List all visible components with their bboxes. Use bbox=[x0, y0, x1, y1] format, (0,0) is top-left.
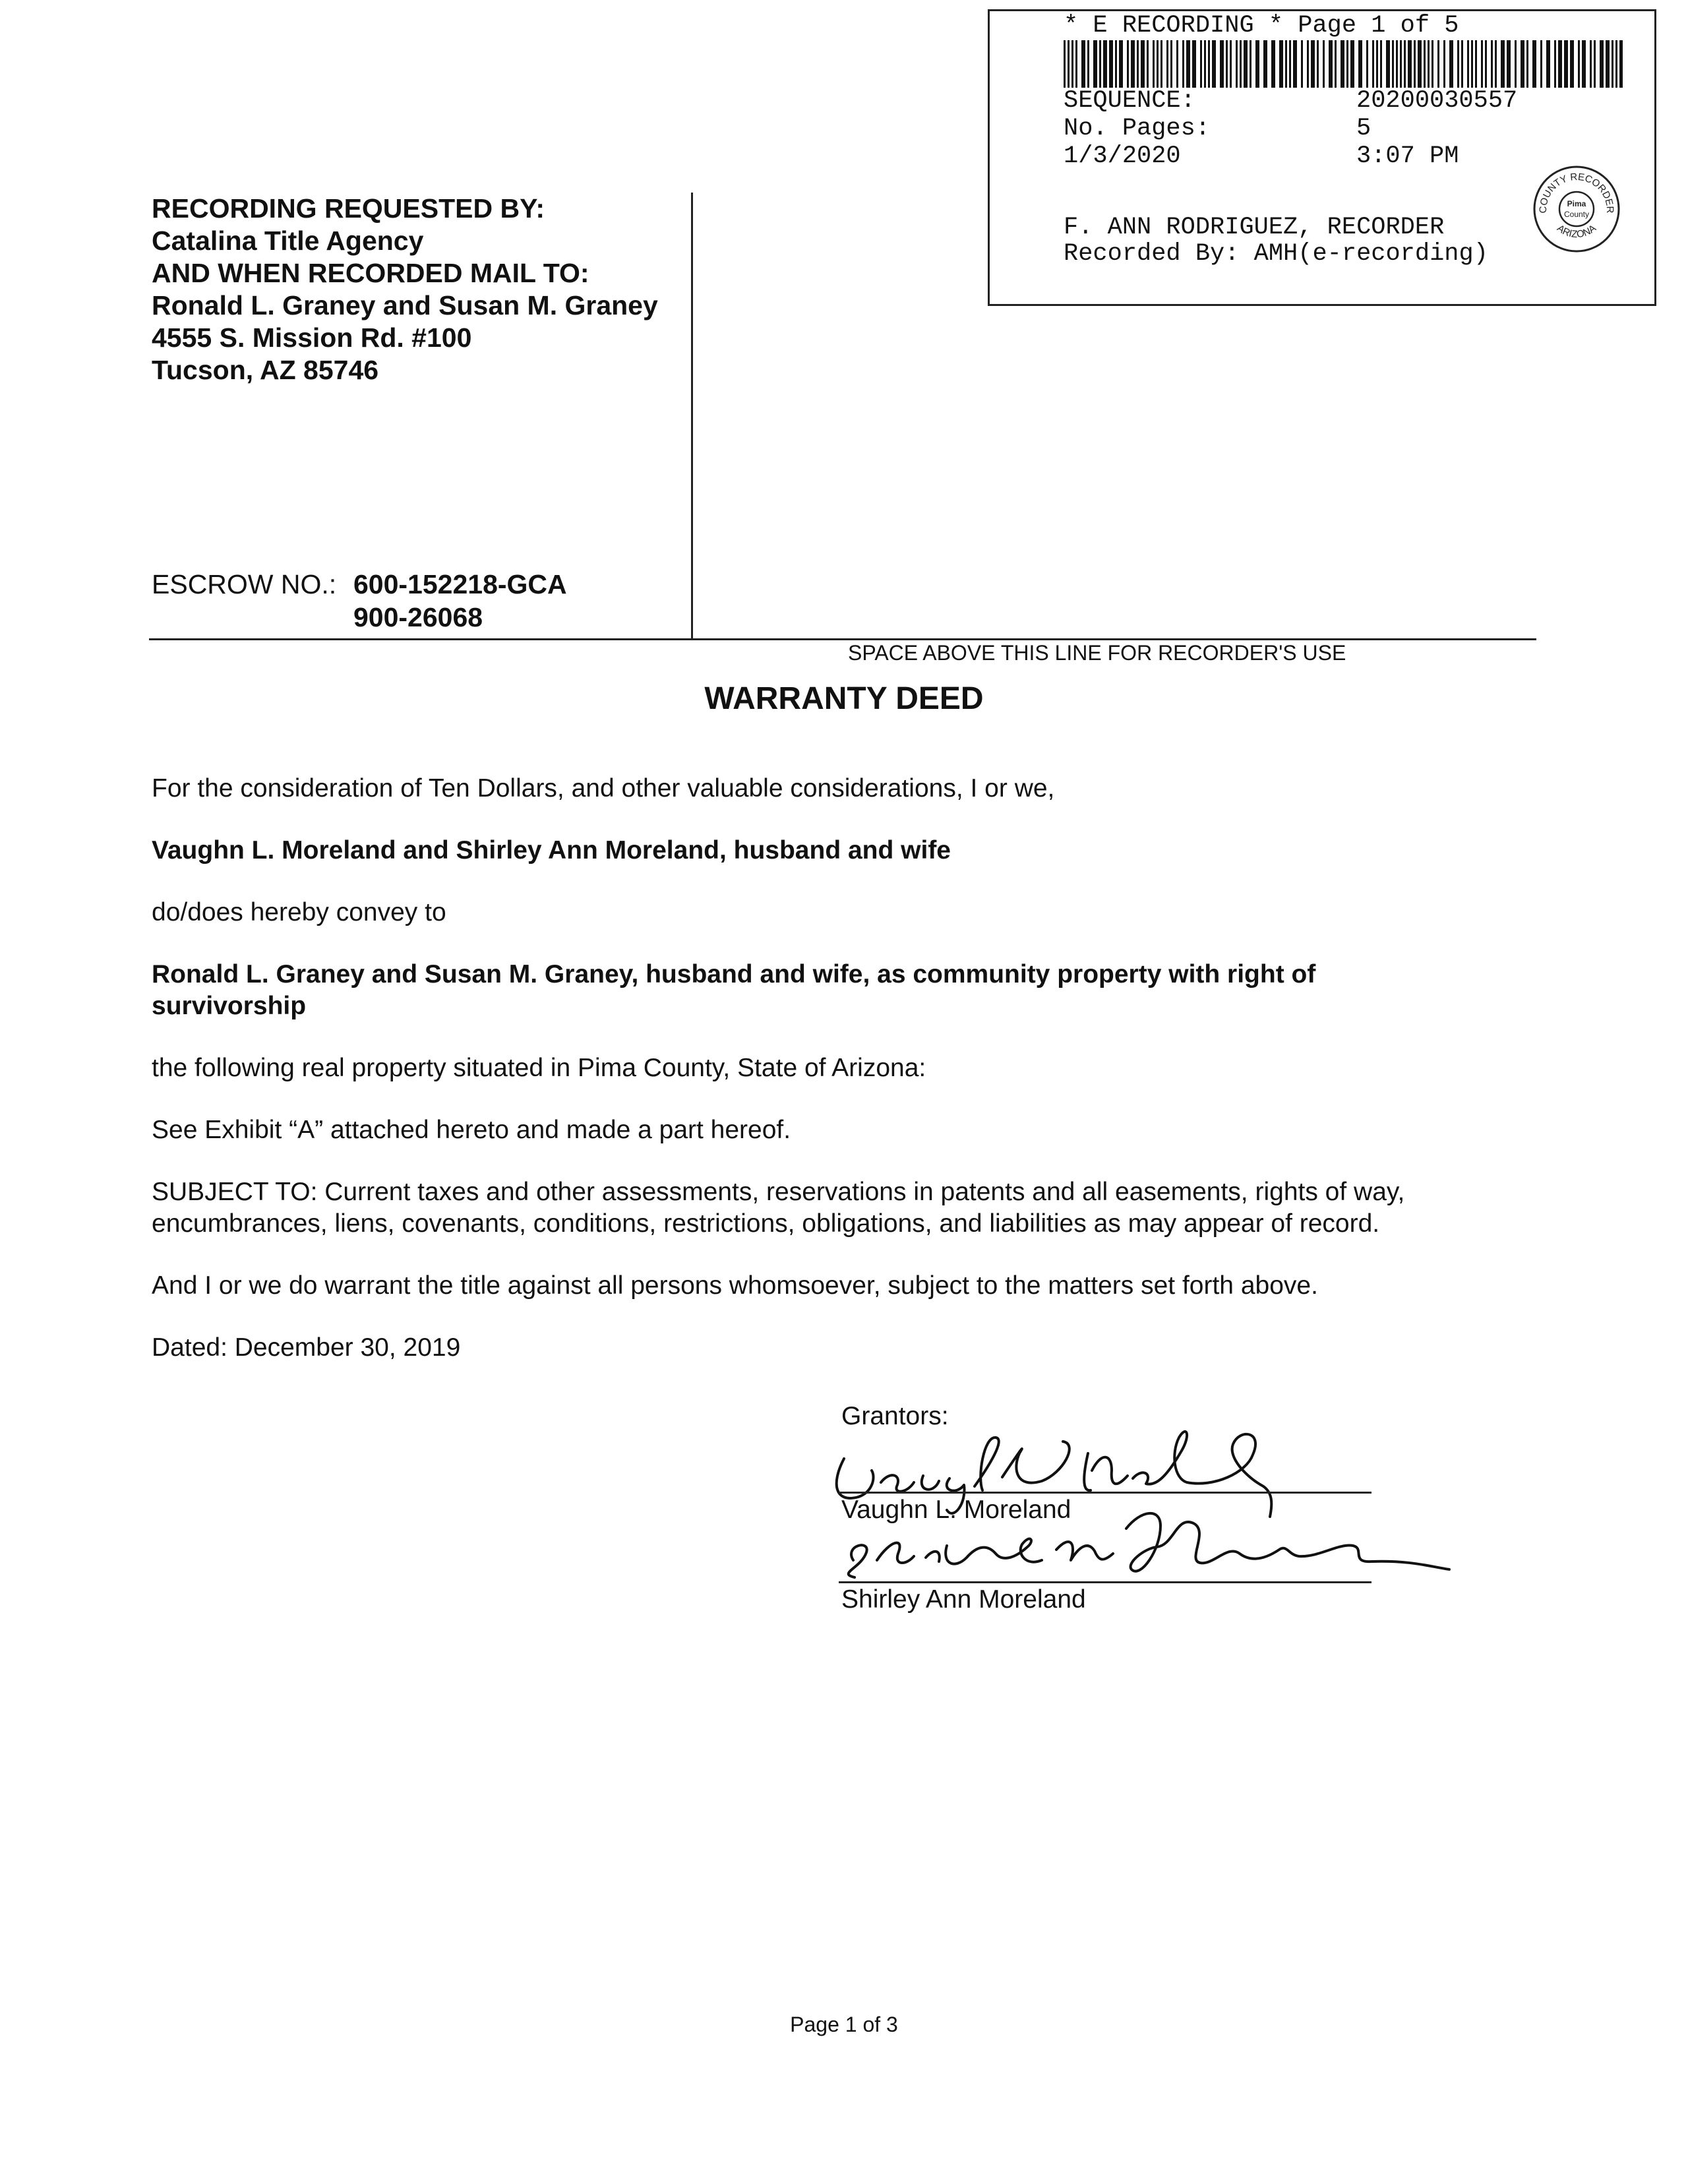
record-time: 3:07 PM bbox=[1356, 142, 1459, 170]
recorded-by: Recorded By: AMH(e-recording) bbox=[1064, 240, 1488, 268]
sequence-label: SEQUENCE: bbox=[1064, 87, 1195, 115]
request-line-5: 4555 S. Mission Rd. #100 bbox=[152, 322, 472, 353]
grantees-line-2: survivorship bbox=[152, 992, 307, 1020]
grantees-line-1: Ronald L. Graney and Susan M. Graney, husband and wife, as community property with right of bbox=[152, 960, 1316, 988]
sequence-value: 20200030557 bbox=[1356, 87, 1518, 115]
consideration-text: For the consideration of Ten Dollars, and other valuable considerations, I or we, bbox=[152, 774, 1055, 803]
request-line-2: Catalina Title Agency bbox=[152, 226, 424, 256]
pages-value: 5 bbox=[1356, 115, 1372, 142]
seal-center-text-1: Pima bbox=[1567, 199, 1586, 208]
seal-bottom-text: ARIZONA bbox=[1555, 222, 1598, 241]
warrant-text: And I or we do warrant the title against all persons whomsoever, subject to the matters set forth above. bbox=[152, 1271, 1318, 1300]
signer-1-name: Vaughn L. Moreland bbox=[841, 1496, 1071, 1524]
seal-ring-text: COUNTY RECORDER bbox=[1537, 171, 1616, 214]
recorder-stamp bbox=[988, 9, 1656, 306]
escrow-label: ESCROW NO.: bbox=[152, 569, 337, 599]
signer-2-name: Shirley Ann Moreland bbox=[841, 1585, 1086, 1614]
dated-text: Dated: December 30, 2019 bbox=[152, 1333, 461, 1362]
escrow-number-2: 900-26068 bbox=[353, 602, 483, 632]
request-line-3: AND WHEN RECORDED MAIL TO: bbox=[152, 258, 589, 288]
subject-to-line-2: encumbrances, liens, covenants, conditions, restrictions, obligations, and liabilities as may appear of record. bbox=[152, 1209, 1380, 1238]
seal-center-text-2: County bbox=[1563, 210, 1590, 219]
request-line-6: Tucson, AZ 85746 bbox=[152, 355, 379, 385]
pages-label: No. Pages: bbox=[1064, 115, 1211, 142]
stamp-header: * E RECORDING * Page 1 of 5 bbox=[1064, 12, 1459, 40]
subject-to-line-1: SUBJECT TO: Current taxes and other assessments, reservations in patents and all easements, rights of way, bbox=[152, 1178, 1405, 1206]
record-date: 1/3/2020 bbox=[1064, 142, 1181, 170]
signature-line-2 bbox=[839, 1581, 1372, 1583]
recorder-name: F. ANN RODRIGUEZ, RECORDER bbox=[1064, 214, 1445, 241]
exhibit-text: See Exhibit “A” attached hereto and made a part hereof. bbox=[152, 1116, 791, 1144]
grantors-label: Grantors: bbox=[841, 1402, 949, 1430]
escrow-number-1: 600-152218-GCA bbox=[353, 569, 567, 599]
convey-text: do/does hereby convey to bbox=[152, 898, 446, 926]
property-text: the following real property situated in Pima County, State of Arizona: bbox=[152, 1054, 926, 1082]
grantors-names: Vaughn L. Moreland and Shirley Ann Moreland, husband and wife bbox=[152, 836, 951, 864]
county-seal-icon bbox=[1532, 163, 1621, 255]
recorder-space-note: SPACE ABOVE THIS LINE FOR RECORDER'S USE bbox=[848, 641, 1346, 665]
recorder-space-line bbox=[149, 638, 1536, 640]
page-number: Page 1 of 3 bbox=[790, 2013, 898, 2036]
document-title: WARRANTY DEED bbox=[704, 681, 984, 716]
signature-line-1 bbox=[839, 1492, 1372, 1494]
vertical-divider bbox=[691, 193, 693, 638]
request-line-1: RECORDING REQUESTED BY: bbox=[152, 193, 545, 224]
barcode-graphic bbox=[1064, 40, 1623, 88]
request-line-4: Ronald L. Graney and Susan M. Graney bbox=[152, 290, 658, 320]
